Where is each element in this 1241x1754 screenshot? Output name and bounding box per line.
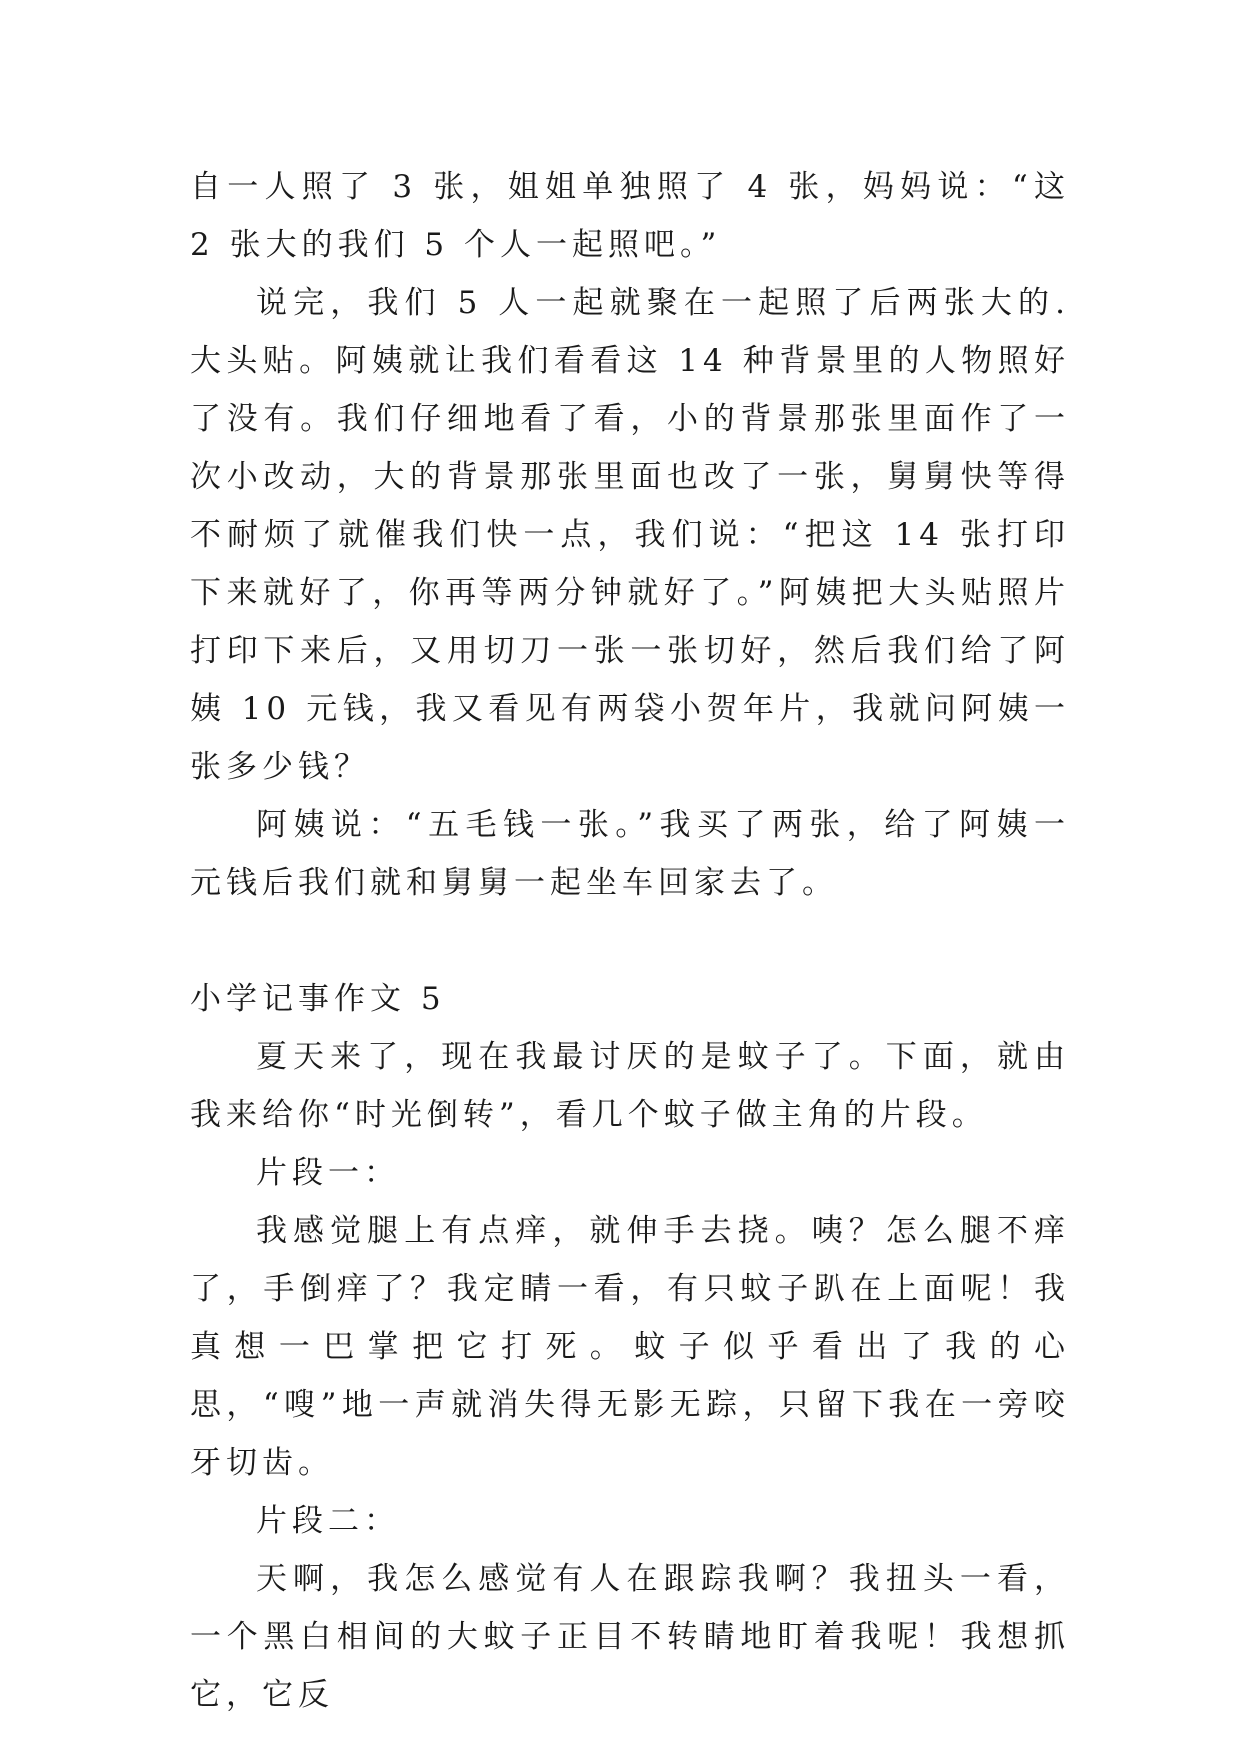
document-body: [190, 158, 1070, 1724]
section-title: 小学记事作文 5: [190, 981, 446, 1017]
section-paragraph-1: 夏天来了，现在我最讨厌的是蚊子了。下面，就由我来给你“时光倒转”，看几个蚊子做主角的片段。: [190, 1039, 1070, 1133]
section-paragraph-5: 天啊，我怎么感觉有人在跟踪我啊？我扭头一看，一个黑白相间的大蚊子正目不转睛地盯着我呢！我想抓它，它反: [190, 1561, 1070, 1713]
section-paragraph-2: 片段一：: [256, 1155, 400, 1191]
paragraph-2: 说完，我们 5 人一起就聚在一起照了后两张大的.大头贴。阿姨就让我们看看这 14 种背景里的人物照好了没有。我们仔细地看了看，小的背景那张里面作了一次小改动，大的背景那张里面也改了一张，舅舅快等得不耐烦了就催我们快一点，我们说：“把这 14 张打印下来就好了，你再等两分钟就好了。”阿姨把大头贴照片打印下来后，又用切刀一张一张切好，然后我们给了阿姨 10 元钱，我又看见有两袋小贺年片，我就问阿姨一张多少钱？: [190, 285, 1070, 785]
section-paragraph-3: 我感觉腿上有点痒，就伸手去挠。咦？怎么腿不痒了，手倒痒了？我定睛一看，有只蚊子趴在上面呢！我真想一巴掌把它打死。蚊子似乎看出了我的心思，“嗖”地一声就消失得无影无踪，只留下我在一旁咬牙切齿。: [190, 1213, 1070, 1481]
paragraph-1: 自一人照了 3 张，姐姐单独照了 4 张，妈妈说：“这 2 张大的我们 5 个人一起照吧。”: [190, 169, 1070, 263]
paragraph-3: 阿姨说：“五毛钱一张。”我买了两张，给了阿姨一元钱后我们就和舅舅一起坐车回家去了。: [190, 807, 1070, 901]
section-paragraph-4: 片段二：: [256, 1503, 400, 1539]
